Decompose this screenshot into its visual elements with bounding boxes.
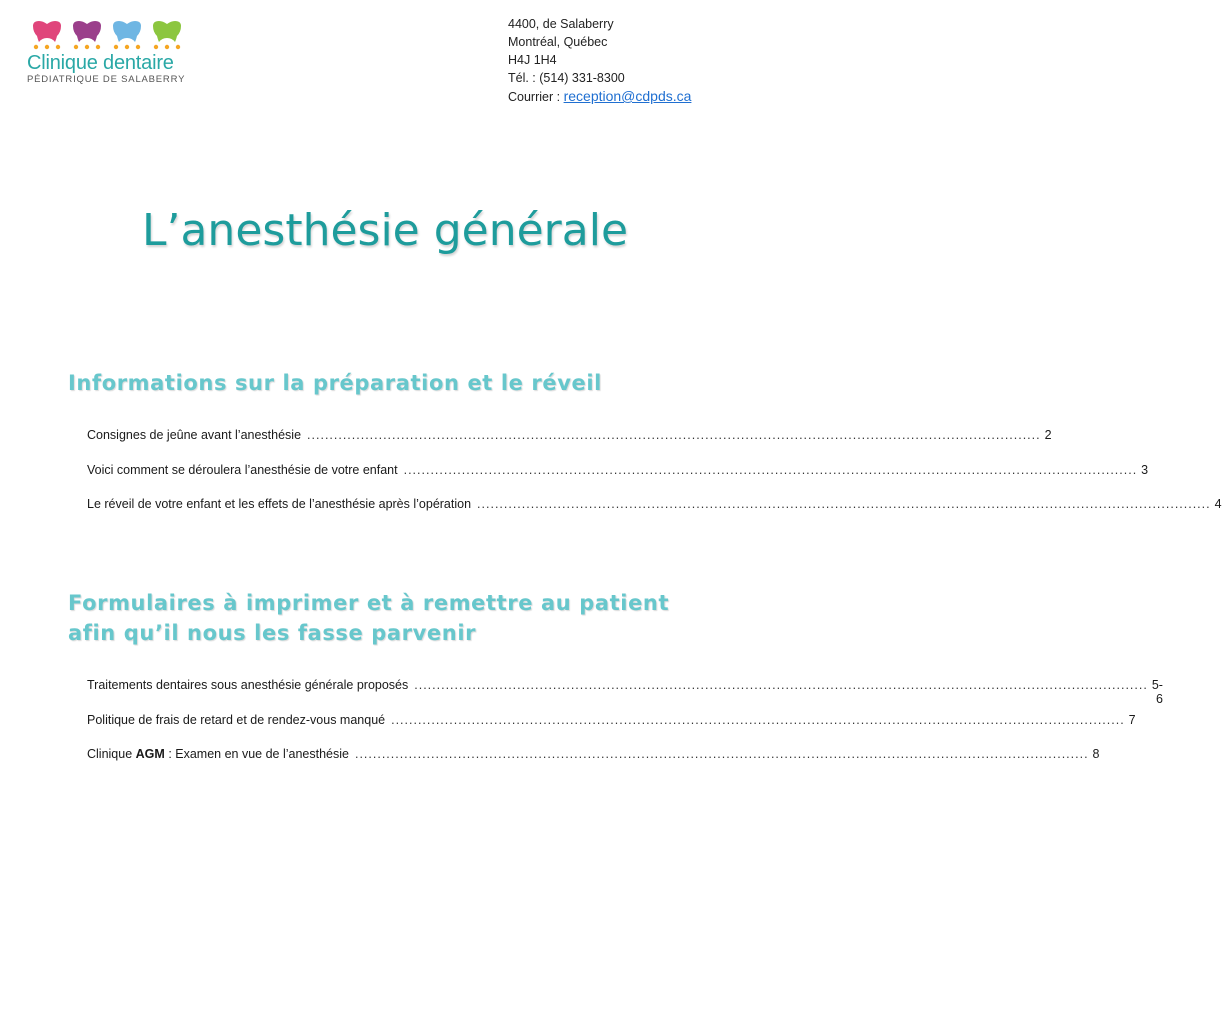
address-phone: Tél. : (514) 331-8300 (508, 71, 625, 85)
toc-page-number: 4 (1214, 497, 1222, 511)
tooth-icon-blue (109, 20, 145, 50)
section-heading-forms: Formulaires à imprimer et à remettre au patient afin qu’il nous les fasse parvenir (68, 591, 670, 645)
toc-section-forms (87, 678, 1163, 782)
toc-label: Le réveil de votre enfant et les effets de l’anesthésie après l’opération (87, 497, 472, 511)
toc-leader-dots: .................................................................................................................................................................... (391, 712, 1125, 727)
toc-label: Consignes de jeûne avant l’anesthésie (87, 428, 302, 442)
toc-leader-dots: .................................................................................................................................................................... (414, 678, 1148, 692)
toc-row[interactable] (87, 712, 1136, 748)
toc-label-suffix: : Examen en vue de l’anesthésie (168, 747, 349, 761)
toc-row[interactable] (87, 678, 1163, 713)
toc-page-number: 5-6 (1151, 678, 1163, 706)
address-email-row (508, 87, 691, 106)
toc-label: Traitements dentaires sous anesthésie générale proposés (87, 678, 409, 692)
toc-leader-dots: .................................................................................................................................................................... (403, 462, 1138, 477)
toc-page-number: 2 (1044, 428, 1052, 442)
toc-row[interactable] (87, 428, 1052, 463)
logo-subtitle: PÉDIATRIQUE DE SALABERRY (27, 74, 186, 85)
toc-label-bold: AGM (135, 747, 165, 761)
toc-page-number: 8 (1092, 747, 1100, 761)
toc-label: Voici comment se déroulera l’anesthésie de votre enfant (87, 462, 398, 477)
toc-row[interactable] (87, 497, 1222, 532)
logo-teeth (29, 20, 197, 50)
toc-label: Politique de frais de retard et de rendez-vous manqué (87, 712, 386, 727)
clinic-logo (27, 20, 197, 100)
toc-label (87, 747, 349, 761)
email-label: Courrier : (508, 90, 561, 104)
address-postal: H4J 1H4 (508, 53, 557, 67)
toc-leader-dots: .................................................................................................................................................................... (354, 747, 1089, 761)
toc-page-number: 3 (1141, 462, 1149, 477)
logo-name: Clinique dentaire (27, 52, 174, 74)
address-city: Montréal, Québec (508, 35, 608, 49)
toc-page-number: 7 (1128, 712, 1136, 727)
toc-section-preparation (87, 428, 1222, 532)
address-street: 4400, de Salaberry (508, 17, 614, 31)
email-link[interactable]: reception@cdpds.ca (563, 88, 692, 104)
tooth-icon-green (149, 20, 185, 50)
toc-leader-dots: .................................................................................................................................................................... (477, 497, 1211, 511)
tooth-icon-pink (29, 20, 65, 50)
section-heading-preparation: Informations sur la préparation et le réveil (68, 371, 602, 395)
toc-label-prefix: Clinique (87, 747, 133, 761)
toc-row[interactable] (87, 747, 1100, 782)
clinic-address (508, 15, 691, 106)
page-title: L’anesthésie générale (141, 205, 629, 256)
toc-leader-dots: .................................................................................................................................................................... (307, 428, 1041, 442)
toc-row[interactable] (87, 462, 1149, 498)
tooth-icon-purple (69, 20, 105, 50)
